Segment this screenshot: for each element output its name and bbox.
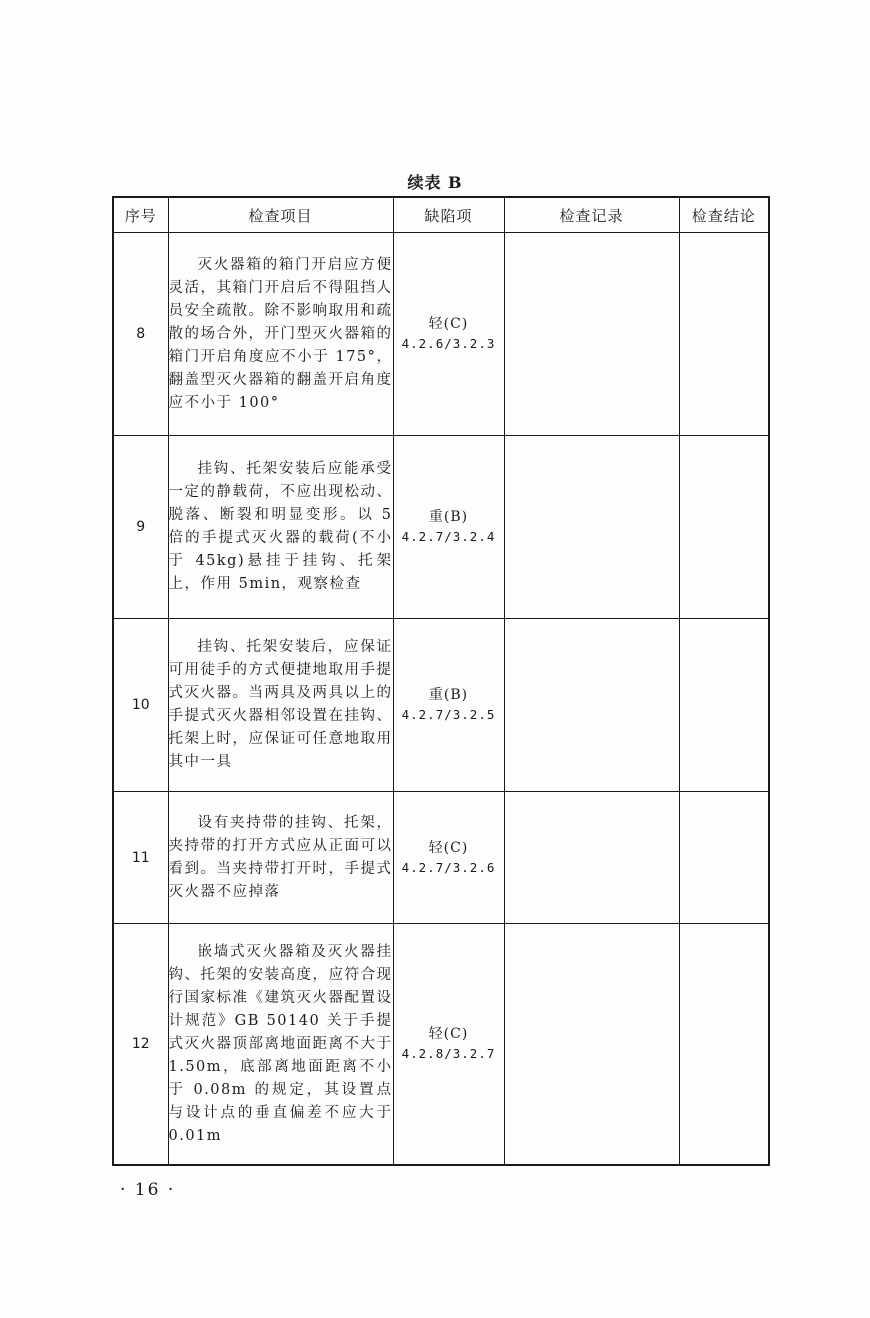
defect-clause: 4.2.7/3.2.5	[401, 707, 496, 722]
header-item: 检查项目	[168, 197, 393, 233]
row-conclusion	[679, 792, 769, 924]
table-row	[113, 924, 769, 1166]
defect-level: 轻(C)	[428, 316, 469, 332]
row-record	[504, 233, 679, 436]
header-record: 检查记录	[504, 197, 679, 233]
table-row	[113, 233, 769, 436]
row-record	[504, 436, 679, 619]
defect-clause: 4.2.6/3.2.3	[401, 336, 496, 351]
row-item: 挂钩、托架安装后，应保证可用徒手的方式便捷地取用手提式灭火器。当两具及两具以上的手提式灭火器相邻设置在挂钩、托架上时，应保证可任意地取用其中一具	[168, 619, 393, 792]
row-defect	[393, 233, 504, 436]
row-seq: 10	[113, 619, 168, 792]
table-row	[113, 619, 769, 792]
row-seq: 8	[113, 233, 168, 436]
row-record	[504, 619, 679, 792]
row-defect	[393, 792, 504, 924]
row-item: 灭火器箱的箱门开启应方便灵活，其箱门开启后不得阻挡人员安全疏散。除不影响取用和疏散的场合外，开门型灭火器箱的箱门开启角度应不小于 175°，翻盖型灭火器箱的翻盖开启角度应不小于 100°	[168, 233, 393, 436]
row-defect	[393, 924, 504, 1166]
row-item: 设有夹持带的挂钩、托架，夹持带的打开方式应从正面可以看到。当夹持带打开时，手提式灭火器不应掉落	[168, 792, 393, 924]
defect-clause: 4.2.8/3.2.7	[401, 1046, 496, 1061]
table-row	[113, 792, 769, 924]
table-caption: 续表 B	[407, 173, 463, 192]
row-seq: 9	[113, 436, 168, 619]
page-number: · 16 ·	[120, 1180, 176, 1200]
row-defect	[393, 436, 504, 619]
row-item: 挂钩、托架安装后应能承受一定的静载荷，不应出现松动、脱落、断裂和明显变形。以 5 倍的手提式灭火器的载荷(不小于 45kg)悬挂于挂钩、托架上，作用 5min，观察检查	[168, 436, 393, 619]
row-record	[504, 924, 679, 1166]
inspection-table	[112, 196, 770, 1166]
table-header-row	[113, 197, 769, 233]
row-conclusion	[679, 924, 769, 1166]
defect-clause: 4.2.7/3.2.6	[401, 859, 496, 875]
defect-level: 重(B)	[428, 509, 469, 525]
header-defect: 缺陷项	[393, 197, 504, 233]
row-seq: 12	[113, 924, 168, 1166]
defect-level: 轻(C)	[428, 839, 469, 856]
table-row	[113, 436, 769, 619]
row-seq: 11	[113, 792, 168, 924]
defect-level: 重(B)	[428, 687, 469, 703]
row-defect	[393, 619, 504, 792]
row-conclusion	[679, 619, 769, 792]
defect-clause: 4.2.7/3.2.4	[401, 529, 496, 544]
header-conclusion: 检查结论	[679, 197, 769, 233]
row-item: 嵌墙式灭火器箱及灭火器挂钩、托架的安装高度，应符合现行国家标准《建筑灭火器配置设计规范》GB 50140 关于手提式灭火器顶部离地面距离不大于 1.50m，底部离地面距离不小于 0.08m 的规定，其设置点与设计点的垂直偏差不应大于 0.01m	[168, 924, 393, 1166]
header-seq: 序号	[113, 197, 168, 233]
row-record	[504, 792, 679, 924]
row-conclusion	[679, 233, 769, 436]
defect-level: 轻(C)	[428, 1026, 469, 1042]
row-conclusion	[679, 436, 769, 619]
